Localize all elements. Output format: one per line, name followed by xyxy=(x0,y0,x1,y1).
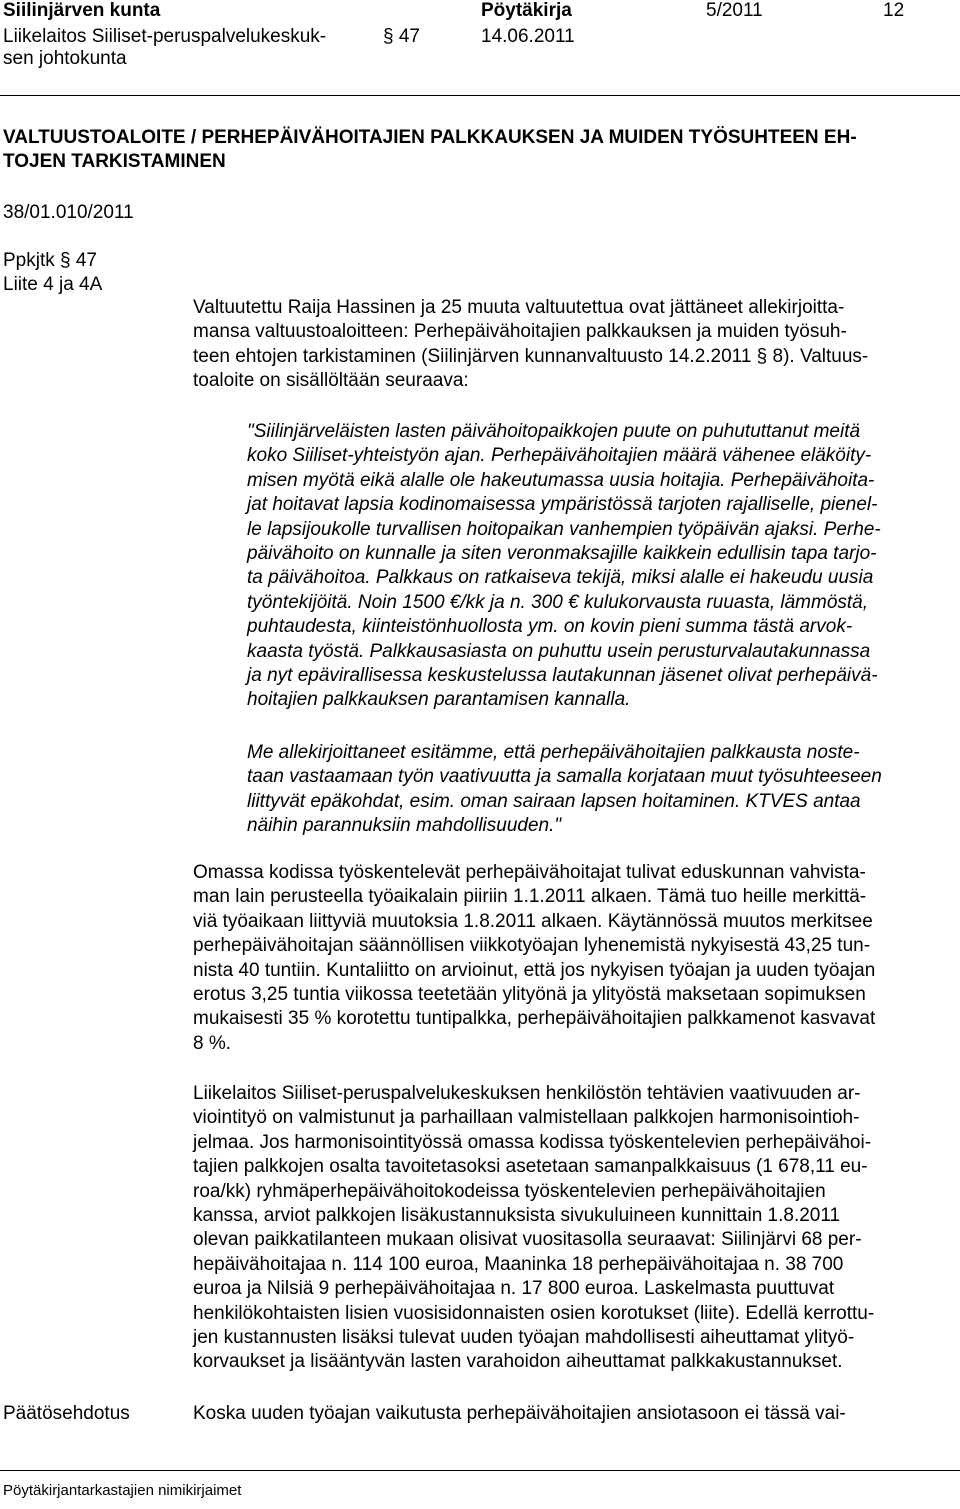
document-title-line2: TOJEN TARKISTAMINEN xyxy=(3,151,226,172)
text-line: le lapsijoukolle turvallisen hoitopaikan vanhempien työpäivän ajaksi. Perhe- xyxy=(247,518,881,540)
board-reference: Ppkjtk § 47 xyxy=(3,250,97,271)
municipality-name: Siilinjärven kunta xyxy=(3,0,161,21)
text-line: liittyvät epäkohdat, esim. oman sairaan lapsen hoitaminen. KTVES antaa xyxy=(247,790,861,812)
text-line: toaloite on sisällöltään seuraava: xyxy=(193,370,469,392)
text-line: "Siilinjärveläisten lasten päivähoitopaikkojen puute on puhututtanut meitä xyxy=(247,421,861,442)
text-line: koko Siiliset-yhteistyön ajan. Perhepäivähoitajien määrä vähenee eläköity- xyxy=(247,445,872,467)
text-line: mukaisesti 35 % korotettu tuntipalkka, perhepäivähoitajien palkkamenot kasvavat xyxy=(193,1008,876,1030)
section-number: § 47 xyxy=(383,26,420,47)
text-line: 8 %. xyxy=(193,1032,232,1054)
page-number: 12 xyxy=(883,0,905,21)
signatures-label: Pöytäkirjantarkastajien nimikirjaimet xyxy=(3,1482,242,1499)
text-line: euroa ja Nilsiä 9 perhepäivähoitajaa n. 17 800 euroa. Laskelmasta puuttuvat xyxy=(193,1278,835,1300)
text-line: hoitajien palkkauksen parantamisen kannalla. xyxy=(247,689,631,711)
paragraph-working-time xyxy=(193,861,875,1056)
text-line: ta päivähoitoa. Palkkaus on ratkaiseva tekijä, miksi alalle ei hakeudu uusia xyxy=(247,567,874,589)
paragraph-initiative-intro xyxy=(193,296,868,394)
attachment-reference: Liite 4 ja 4A xyxy=(3,274,103,295)
decision-proposal-text: Koska uuden työajan vaikutusta perhepäivähoitajien ansiotasoon ei tässä vai- xyxy=(193,1403,846,1424)
text-line: jat hoitavat lapsia kodinomaisessa ympäristössä tarjoten rajalliselle, pienel- xyxy=(247,494,878,516)
header-divider xyxy=(0,95,960,96)
text-line: puhtaudesta, kiinteistönhuollosta ym. on kovin pieni summa tästä arvok- xyxy=(247,616,853,638)
text-line: teen ehtojen tarkistaminen (Siilinjärven kunnanvaltuusto 14.2.2011 § 8). Valtuus- xyxy=(193,345,869,367)
text-line: roa/kk) ryhmäperhepäivähoitokodeissa työskentelevien perhepäivähoitajien xyxy=(193,1180,826,1202)
text-line: man lain perusteella työaikalain piiriin 1.1.2011 alkaen. Tämä tuo heille merkittä- xyxy=(193,886,867,908)
document-number: 5/2011 xyxy=(706,0,763,21)
text-line: ja nyt epävirallisessa keskustelussa lautakunnan jäsenet olivat perhepäivä- xyxy=(247,665,878,687)
text-line: jen kustannusten lisäksi tulevat uuden työajan mahdollisesti aiheuttamat ylityö- xyxy=(193,1327,855,1349)
text-line: olevan paikkatilanteen mukaan olisivat vuositasolla seuraavat: Siilinjärvi 68 per- xyxy=(193,1229,862,1251)
text-line: kaasta työstä. Palkkausasiasta on puhuttu usein perusturvalautakunnassa xyxy=(247,640,871,662)
text-line: Me allekirjoittaneet esitämme, että perhepäivähoitajien palkkausta noste- xyxy=(247,742,860,763)
text-line: hepäivähoitajaa n. 114 100 euroa, Maaninka 18 perhepäivähoitajaa n. 38 700 xyxy=(193,1253,844,1275)
document-title-line1: VALTUUSTOALOITE / PERHEPÄIVÄHOITAJIEN PALKKAUKSEN JA MUIDEN TYÖSUHTEEN EH- xyxy=(3,127,857,148)
text-line: Omassa kodissa työskentelevät perhepäivähoitajat tulivat eduskunnan vahvista- xyxy=(193,862,866,883)
quote-paragraph-2 xyxy=(247,741,882,839)
case-number: 38/01.010/2011 xyxy=(3,202,134,223)
text-line: näihin parannuksiin mahdollisuuden." xyxy=(247,815,562,837)
text-line: taan vastaamaan työn vaativuutta ja samalla korjataan muut työsuhteeseen xyxy=(247,766,882,788)
paragraph-salary-harmonisation xyxy=(193,1082,874,1375)
text-line: erotus 3,25 tuntia viikossa teetetään ylityönä ja ylityöstä maksetaan sopimuksen xyxy=(193,984,866,1006)
footer-divider xyxy=(0,1470,960,1471)
meeting-date: 14.06.2011 xyxy=(481,26,575,47)
governing-body-line1: Liikelaitos Siiliset-peruspalvelukeskuk- xyxy=(3,26,327,47)
text-line: Valtuutettu Raija Hassinen ja 25 muuta valtuutettua ovat jättäneet allekirjoitta- xyxy=(193,297,845,318)
text-line: misen myötä eikä alalle ole hakeutumassa uusia hoitajia. Perhepäivähoita- xyxy=(247,469,875,491)
text-line: viointityö on valmistunut ja parhaillaan valmistellaan palkkojen harmonisointioh- xyxy=(193,1107,860,1129)
text-line: tajien palkkojen osalta tavoitetasoksi asetetaan samanpalkkaisuus (1 678,11 eu- xyxy=(193,1156,868,1178)
text-line: perhepäivähoitajan säännöllisen viikkotyöajan lyhenemistä nykyisestä 43,25 tun- xyxy=(193,935,871,957)
text-line: viä työaikaan liittyviä muutoksia 1.8.2011 alkaen. Käytännössä muutos merkitsee xyxy=(193,910,873,932)
text-line: nista 40 tuntiin. Kuntaliitto on arvioinut, että jos nykyisen työajan ja uuden työajan xyxy=(193,959,876,981)
quote-paragraph-1 xyxy=(247,420,881,713)
document-type: Pöytäkirja xyxy=(481,0,572,21)
governing-body-line2: sen johtokunta xyxy=(3,48,127,69)
text-line: työntekijöitä. Noin 1500 €/kk ja n. 300 € kulukorvausta ruuasta, lämmöstä, xyxy=(247,591,869,613)
text-line: jelmaa. Jos harmonisointityössä omassa kodissa työskentelevien perhepäivähoi- xyxy=(193,1131,872,1153)
text-line: Liikelaitos Siiliset-peruspalvelukeskuksen henkilöstön tehtävien vaativuuden ar- xyxy=(193,1083,861,1104)
text-line: kanssa, arviot palkkojen lisäkustannuksista sivukuluineen kunnittain 1.8.2011 xyxy=(193,1205,841,1227)
text-line: päivähoito on kunnalle ja siten veronmaksajille kaikkein edullisin tapa tarjo- xyxy=(247,543,877,565)
text-line: mansa valtuustoaloitteen: Perhepäivähoitajien palkkauksen ja muiden työsuh- xyxy=(193,321,847,343)
text-line: henkilökohtaisten lisien vuosisidonnaisten osien korotukset (liite). Edellä kerrottu- xyxy=(193,1302,875,1324)
text-line: korvaukset ja lisääntyvän lasten varahoidon aiheuttamat palkkakustannukset. xyxy=(193,1351,843,1373)
decision-proposal-label: Päätösehdotus xyxy=(3,1403,130,1424)
